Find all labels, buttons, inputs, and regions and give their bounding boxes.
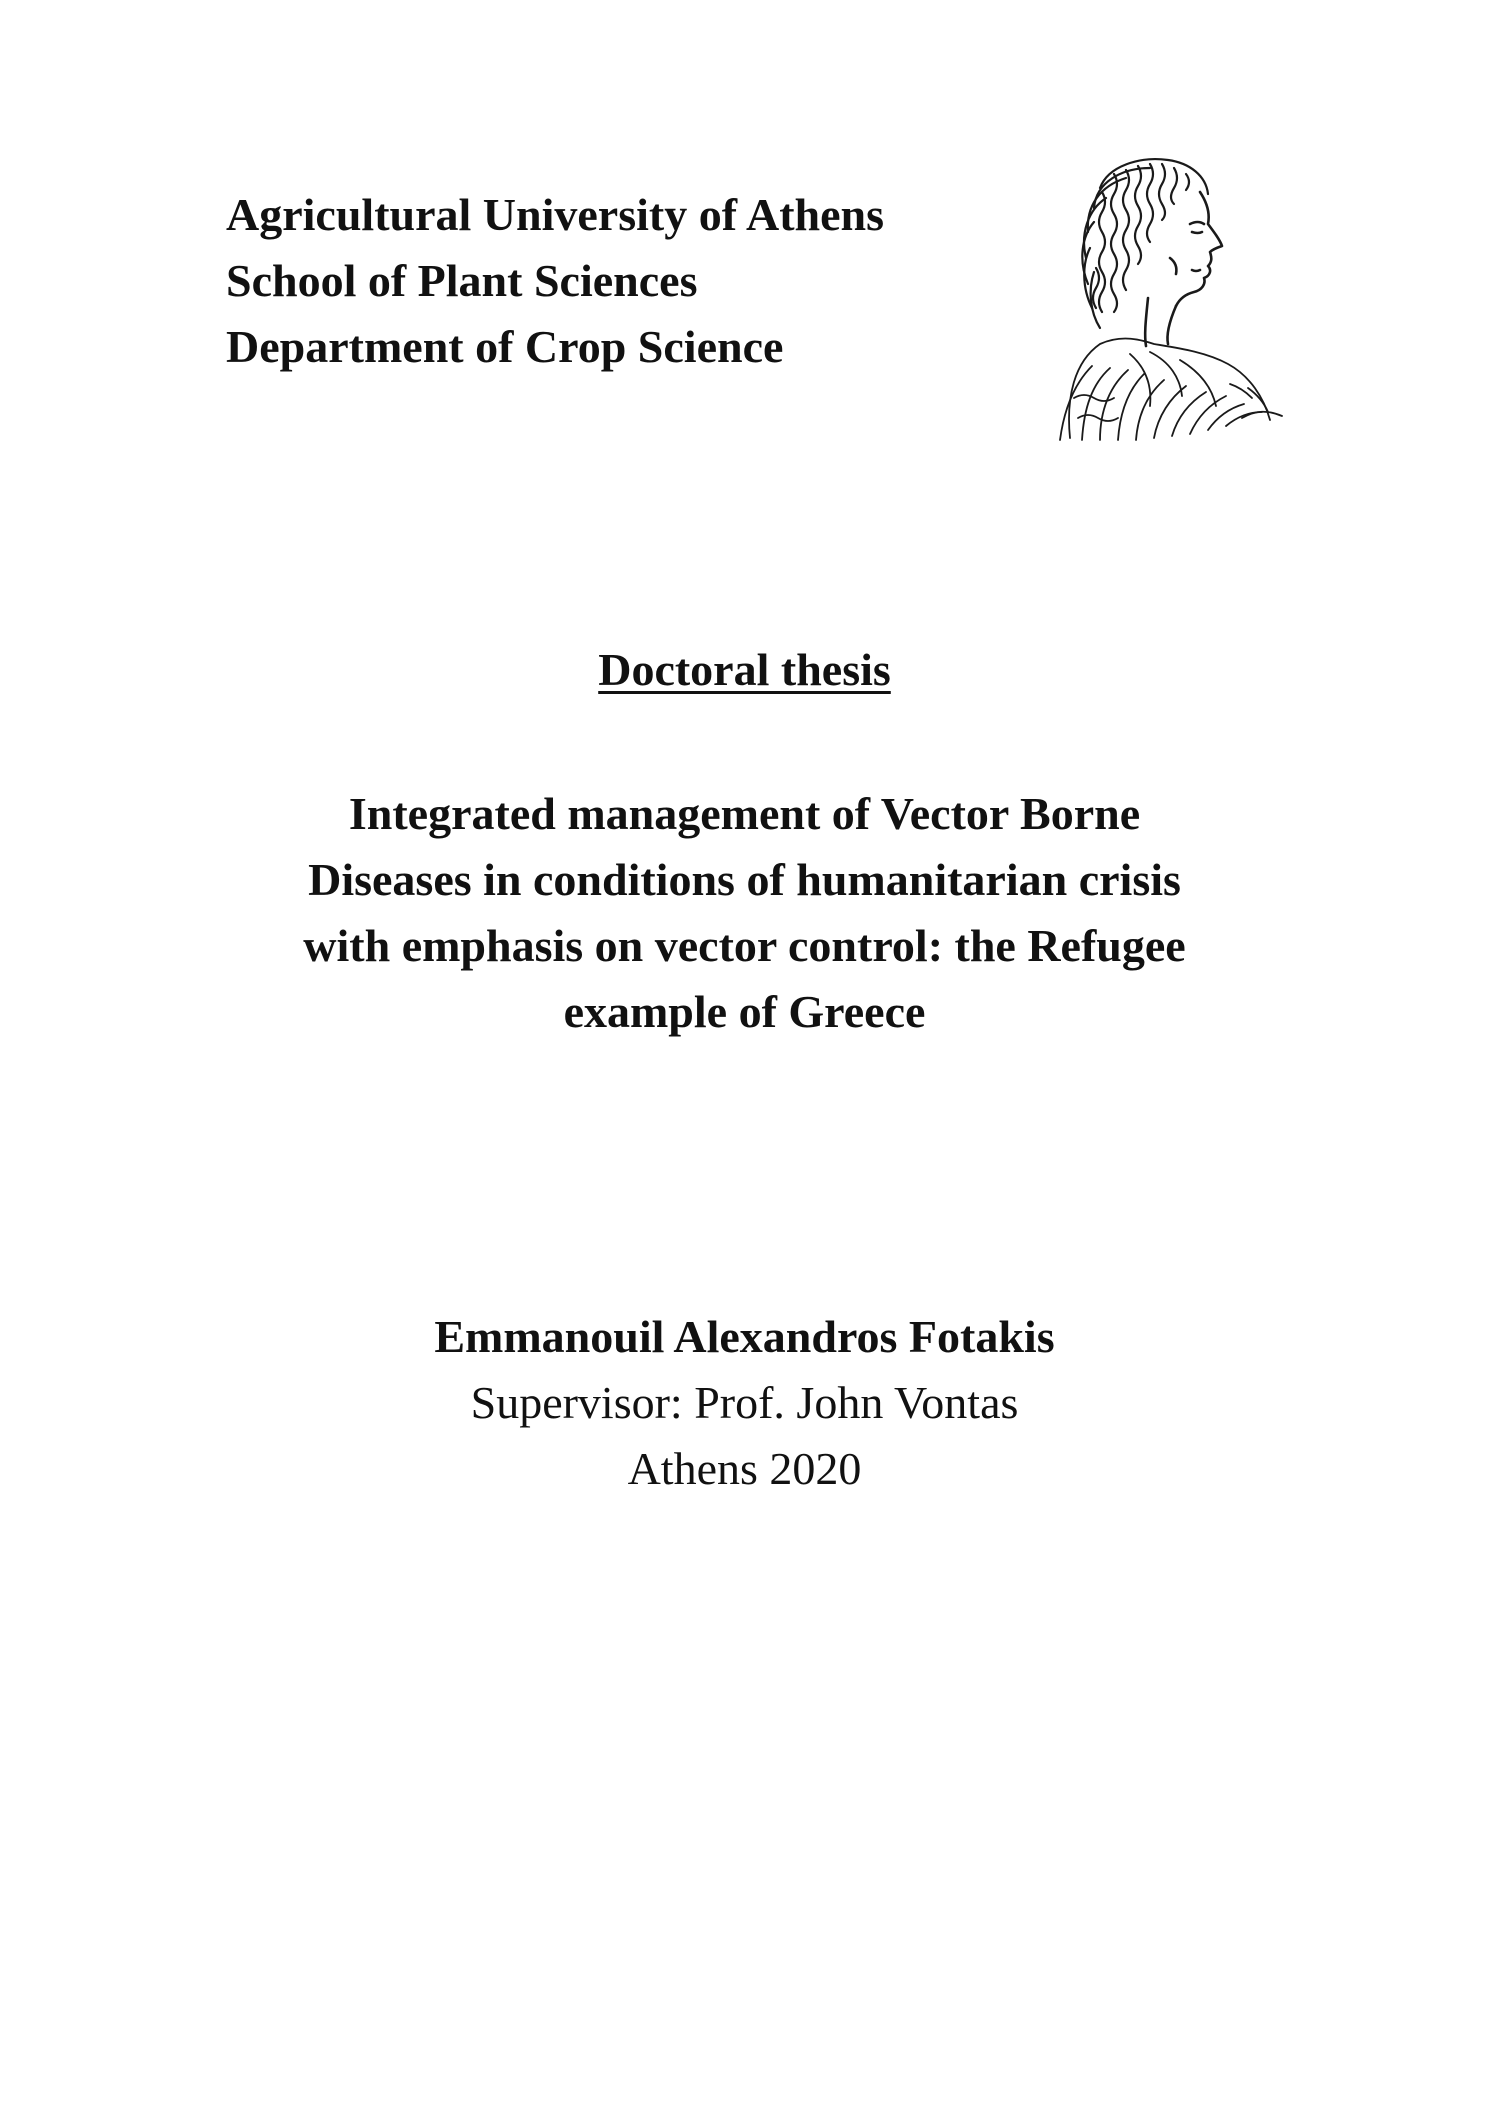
thesis-title-line: with emphasis on vector control: the Refugee — [303, 920, 1186, 971]
university-name: Agricultural University of Athens — [226, 189, 885, 240]
supervisor-line: Supervisor: Prof. John Vontas — [470, 1377, 1019, 1428]
thesis-title-line: Diseases in conditions of humanitarian crisis — [308, 854, 1181, 905]
thesis-title-line: example of Greece — [563, 986, 926, 1037]
thesis-type-label: Doctoral thesis — [598, 644, 891, 695]
thesis-title — [0, 781, 1489, 1045]
thesis-type-heading — [0, 640, 1489, 700]
institution-block — [226, 182, 884, 380]
thesis-title-line: Integrated management of Vector Borne — [348, 788, 1141, 839]
department-name: Department of Crop Science — [226, 321, 784, 372]
athena-profile-logo-icon — [1030, 148, 1295, 443]
place-year: Athens 2020 — [627, 1443, 862, 1494]
school-name: School of Plant Sciences — [226, 255, 698, 306]
author-name: Emmanouil Alexandros Fotakis — [434, 1311, 1055, 1362]
